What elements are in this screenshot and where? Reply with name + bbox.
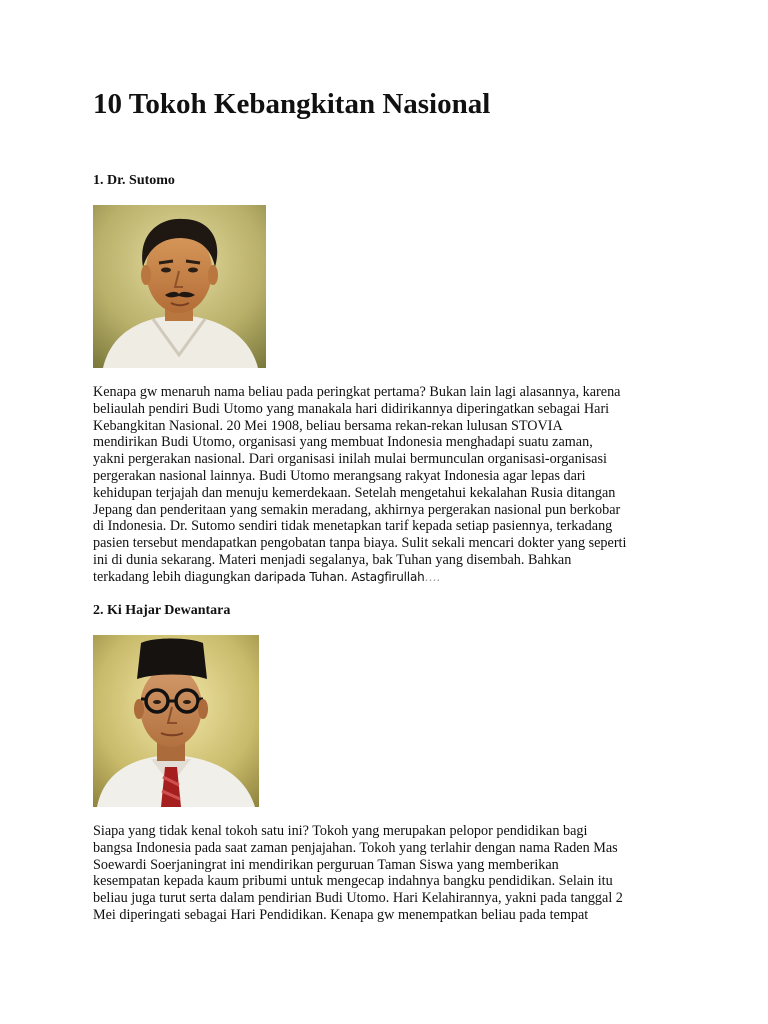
paragraph-line: di Indonesia. Dr. Sutomo sendiri tidak menetapkan tarif kepada setiap pasiennya, terkadang	[93, 518, 613, 535]
last-line-ellipsis: ….	[424, 569, 440, 584]
paragraph-line: Siapa yang tidak kenal tokoh satu ini? Tokoh yang merupakan pelopor pendidikan bagi	[93, 823, 588, 839]
paragraph-line: kehidupan terjajah dan menuju kemerdekaan. Setelah mengetahui kekalahan Rusia ditangan	[93, 484, 616, 501]
section-heading-sutomo: 1. Dr. Sutomo	[93, 173, 175, 188]
paragraph-line: beliaulah pendiri Budi Utomo yang manakala hari didirikannya diperingatkan sebagai Hari	[93, 400, 610, 417]
portrait-sutomo-image	[93, 205, 266, 368]
paragraph-line: Soewardi Soerjaningrat ini mendirikan perguruan Taman Siswa yang memberikan	[93, 856, 559, 873]
paragraph-line: mendirikan Budi Utomo, organisasi yang membuat Indonesia menghadapi suatu zaman,	[93, 434, 593, 451]
paragraph-line: Kenapa gw menaruh nama beliau pada peringkat pertama? Bukan lain lagi alasannya, karena	[93, 384, 621, 400]
paragraph-line: Jepang dan penderitaan yang semakin meradang, akhirnya pergerakan nasional pun berkobar	[93, 501, 621, 518]
paragraph-line: yakni pergerakan nasional. Dari organisasi inilah mulai bermunculan organisasi-organisasi	[93, 451, 607, 468]
paragraph-line: pergerakan nasional lainnya. Budi Utomo merangsang rakyat Indonesia agar lepas dari	[93, 467, 586, 484]
portrait-sutomo-illustration	[93, 205, 266, 368]
section-paragraph-ki-hajar-dewantara	[93, 823, 693, 924]
paragraph-line: ini di dunia sekarang. Materi menjadi segalanya, bak Tuhan yang disembah. Bahkan	[93, 551, 572, 568]
portrait-ki-hajar-dewantara-illustration	[93, 635, 259, 807]
last-line-tail: daripada Tuhan. Astagfirullah	[254, 569, 425, 584]
paragraph-line: pasien tersebut mendapatkan pengobatan tanpa biaya. Sulit sekali mencari dokter yang seperti	[93, 535, 627, 552]
page-title: 10 Tokoh Kebangkitan Nasional	[93, 88, 491, 120]
paragraph-line: Kebangkitan Nasional. 20 Mei 1908, beliau bersama rekan-rekan lulusan STOVIA	[93, 417, 563, 434]
section-paragraph-sutomo	[93, 384, 693, 586]
paragraph-line: beliau juga turut serta dalam pendirian Budi Utomo. Hari Kelahirannya, yakni pada tanggal 2	[93, 890, 623, 907]
portrait-ki-hajar-dewantara-image	[93, 635, 259, 807]
paragraph-line: bangsa Indonesia pada saat zaman penjajahan. Tokoh yang terlahir dengan nama Raden Mas	[93, 839, 618, 856]
paragraph-last-line	[93, 569, 693, 586]
paragraph-line: Mei diperingati sebagai Hari Pendidikan. Kenapa gw menempatkan beliau pada tempat	[93, 906, 589, 923]
paragraph-line: kesempatan kepada kaum pribumi untuk mengecap indahnya bangku pendidikan. Selain itu	[93, 873, 613, 890]
section-heading-ki-hajar-dewantara: 2. Ki Hajar Dewantara	[93, 603, 231, 618]
last-line-start: terkadang lebih diagungkan	[93, 568, 255, 585]
